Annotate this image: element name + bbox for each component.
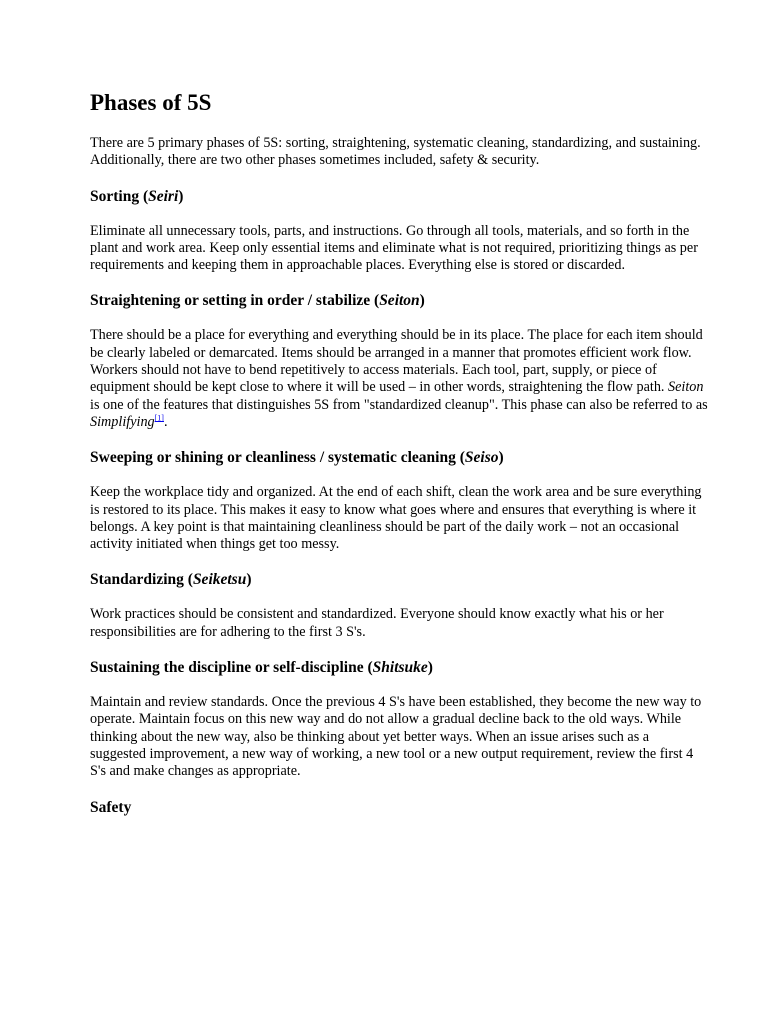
heading-sustaining-text: Sustaining the discipline or self-discipline ( — [90, 659, 373, 677]
heading-standardizing-close: ) — [246, 571, 252, 589]
paragraph-sustaining: Maintain and review standards. Once the previous 4 S's have been established, they become the new way to operate. Maintain focus on this new way and do not allow a gradual decline back to the old ways. While thinking about the new way, also be thinking about yet better ways. When an issue arises such as a suggested improvement, a new way of working, a new tool or a new output requirement, review the first 4 S's and make changes as appropriate. — [90, 694, 702, 780]
straightening-term-seiton: Seiton — [668, 379, 704, 396]
heading-sweeping-term: Seiso — [464, 449, 499, 467]
heading-sorting-term: Seiri — [148, 187, 179, 205]
heading-sustaining-term: Shitsuke — [372, 659, 428, 677]
intro-paragraph: There are 5 primary phases of 5S: sorting, straightening, systematic cleaning, standardizing, and sustaining. Additionally, there are two other phases sometimes included, safety & security. — [90, 135, 701, 169]
heading-standardizing-term: Seiketsu — [192, 571, 247, 589]
heading-sustaining — [90, 658, 708, 678]
heading-sorting — [90, 187, 708, 207]
paragraph-sweeping: Keep the workplace tidy and organized. At the end of each shift, clean the work area and be sure everything is restored to its place. This makes it easy to know what goes where and ensures that everything is where it belongs. A key point is that maintaining cleanliness should be part of the daily work – not an occasional activity initiated when things get too messy. — [90, 484, 702, 553]
heading-sorting-close: ) — [178, 187, 184, 205]
heading-straightening-term: Seiton — [379, 292, 420, 310]
straightening-text-2: is one of the features that distinguishes 5S from "standardized cleanup". This phase can also be referred to as — [90, 396, 708, 413]
heading-sweeping-text: Sweeping or shining or cleanliness / systematic cleaning ( — [90, 449, 465, 467]
heading-sorting-text: Sorting ( — [90, 187, 149, 205]
heading-sweeping — [90, 448, 708, 468]
heading-straightening-close: ) — [419, 292, 425, 310]
footnote-sup — [155, 413, 164, 422]
straightening-text-1: There should be a place for everything and everything should be in its place. The place for each item should be clearly labeled or demarcated. Items should be arranged in a manner that promotes efficient work flow. Workers should not have to bend repetitively to access materials. Each tool, part, supply, or piece of equipment should be kept close to where it will be used – in other words, straightening the flow path. — [90, 327, 703, 396]
heading-sweeping-close: ) — [498, 449, 504, 467]
heading-sustaining-close: ) — [427, 659, 433, 677]
straightening-text-end: . — [163, 413, 168, 430]
straightening-term-simplifying: Simplifying — [90, 413, 155, 430]
paragraph-standardizing: Work practices should be consistent and standardized. Everyone should know exactly what his or her responsibilities are for adhering to the first 3 S's. — [90, 606, 664, 640]
heading-safety: Safety — [90, 798, 132, 816]
heading-straightening — [90, 291, 708, 311]
heading-standardizing — [90, 570, 708, 590]
heading-standardizing-text: Standardizing ( — [90, 571, 193, 589]
footnote-ref-link[interactable]: [1] — [154, 413, 164, 423]
page-title: Phases of 5S — [90, 90, 212, 115]
paragraph-straightening — [90, 327, 708, 431]
heading-straightening-text: Straightening or setting in order / stabilize ( — [90, 292, 380, 310]
paragraph-sorting: Eliminate all unnecessary tools, parts, and instructions. Go through all tools, materials, and so forth in the plant and work area. Keep only essential items and eliminate what is not required, prioritizing things as per requirements and keeping them in approachable places. Everything else is stored or discarded. — [90, 222, 698, 274]
